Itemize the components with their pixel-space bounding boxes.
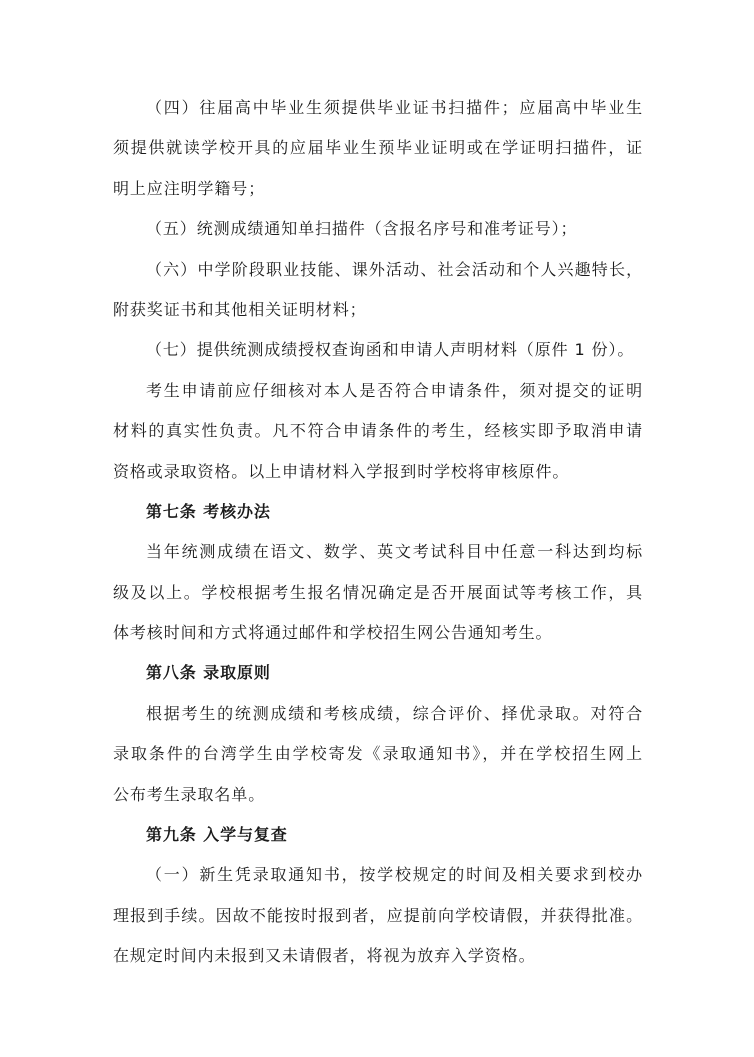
- paragraph-line: 须提供就读学校开具的应届毕业生预毕业证明或在学证明扫描件，证: [113, 138, 643, 158]
- section-heading-article7: 第七条 考核办法: [146, 501, 271, 521]
- paragraph-line: 资格或录取资格。以上申请材料入学报到时学校将审核原件。: [113, 461, 570, 481]
- paragraph-line: 当年统测成绩在语文、数学、英文考试科目中任意一科达到均标: [146, 542, 643, 562]
- paragraph-line: 录取条件的台湾学生由学校寄发《录取通知书》，并在学校招生网上: [113, 744, 643, 764]
- paragraph-line: 考生申请前应仔细核对本人是否符合申请条件，须对提交的证明: [146, 380, 643, 400]
- paragraph-line: 公布考生录取名单。: [113, 784, 266, 804]
- paragraph-line: 材料的真实性负责。凡不符合申请条件的考生，经核实即予取消申请: [113, 421, 643, 441]
- paragraph-line: （七）提供统测成绩授权查询函和申请人声明材料（原件 1 份）。: [146, 340, 635, 360]
- paragraph-line: 明上应注明学籍号；: [113, 178, 266, 198]
- paragraph-line: （六）中学阶段职业技能、课外活动、社会活动和个人兴趣特长，: [146, 259, 643, 279]
- paragraph-line: （一）新生凭录取通知书，按学校规定的时间及相关要求到校办: [146, 865, 643, 885]
- paragraph-line: 根据考生的统测成绩和考核成绩，综合评价、择优录取。对符合: [146, 703, 643, 723]
- paragraph-line: （五）统测成绩通知单扫描件（含报名序号和准考证号）；: [146, 219, 578, 239]
- paragraph-line: 理报到手续。因故不能按时报到者，应提前向学校请假，并获得批准。: [113, 905, 643, 925]
- section-heading-article8: 第八条 录取原则: [146, 663, 271, 683]
- section-heading-article9: 第九条 入学与复查: [146, 825, 288, 845]
- paragraph-line: 级及以上。学校根据考生报名情况确定是否开展面试等考核工作，具: [113, 582, 643, 602]
- paragraph-line: 附获奖证书和其他相关证明材料；: [113, 299, 367, 319]
- paragraph-line: 在规定时间内未报到又未请假者，将视为放弃入学资格。: [113, 946, 536, 966]
- paragraph-line: 体考核时间和方式将通过邮件和学校招生网公告通知考生。: [113, 623, 553, 643]
- document-body: [113, 88, 643, 977]
- paragraph-line: （四）往届高中毕业生须提供毕业证书扫描件；应届高中毕业生: [146, 98, 643, 117]
